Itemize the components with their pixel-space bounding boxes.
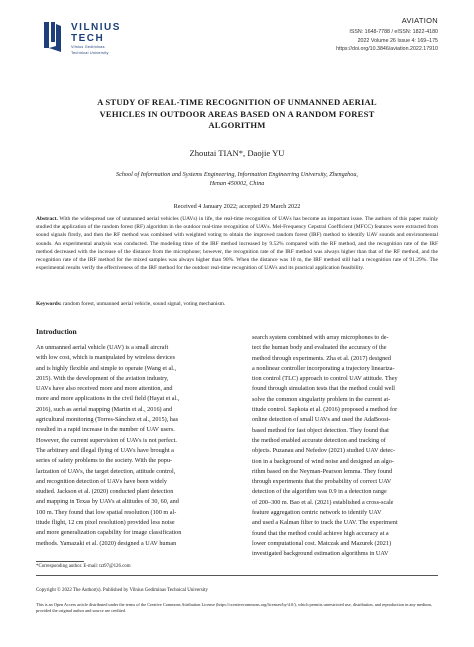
body-line: a nonlinear controller incorporating a trajectory lineariza- <box>252 364 395 372</box>
body-line: An unmanned aerial vehicle (UAV) is a small aircraft <box>36 344 169 351</box>
affiliation <box>90 170 384 189</box>
body-line: online detection of small UAVs and used the AdaBoost- <box>252 416 391 424</box>
body-line: based method for fast object detection. They found that <box>252 426 389 434</box>
journal-volume: 2022 Volume 26 Issue 4: 169–175 <box>357 37 438 44</box>
keywords <box>36 300 438 308</box>
body-line: and used a Kalman filter to track the UAV. The experiment <box>252 519 398 527</box>
body-line: and more generalization capability for image classification <box>36 529 182 537</box>
body-line: solve the common singularity problem in the current at- <box>252 395 391 403</box>
body-line: method through experiments. Zha et al. (2017) designed <box>252 354 392 362</box>
body-line: agricultural monitoring (Torres-Sánchez et al., 2015), has <box>36 416 179 424</box>
journal-info <box>336 16 438 54</box>
body-line: larization of UAVs, the target detection, attitude control, <box>36 467 176 475</box>
publisher-logo <box>44 22 121 55</box>
journal-issn: ISSN: 1648-7788 / eISSN: 1822-4180 <box>349 29 438 35</box>
body-line: resulted in a rapid increase in the number of UAV users. <box>36 426 175 434</box>
journal-doi-link[interactable]: https://doi.org/10.3846/aviation.2022.17910 <box>336 46 438 52</box>
body-line: UAVs have also received more and more attention, and <box>36 385 173 393</box>
logo-line-1: VILNIUS <box>71 22 121 33</box>
section-title-introduction: Introduction <box>36 327 77 336</box>
body-line: titude control. Sapkota et al. (2016) proposed a method for <box>252 406 398 414</box>
body-column-right <box>252 333 440 560</box>
body-line: The arbitrary and illegal flying of UAVs have brought a <box>36 446 174 454</box>
affiliation-line-1: School of Information and Systems Engineering, Information Engineering University, Zhengzhou, <box>116 171 358 178</box>
abstract-label: Abstract. <box>36 216 58 222</box>
body-line: tion in a background of wind noise and designed an algo- <box>252 457 394 465</box>
abstract <box>36 215 438 272</box>
journal-name: AVIATION <box>401 16 438 25</box>
body-line: lower computational cost. Matczak and Mazurek (2021) <box>252 539 391 547</box>
body-line: tect the human body and evaluated the accuracy of the <box>252 344 387 352</box>
body-line: 100 m. They found that low spatial resolution (100 m al- <box>36 508 177 516</box>
title-line-1: A STUDY OF REAL-TIME RECOGNITION OF UNMANNED AERIAL <box>97 97 377 107</box>
author-list: Zhoutai TIAN*, Daojie YU <box>189 148 285 158</box>
body-line: titude flight, 12 cm pixel resolution) provided less noise <box>36 519 175 527</box>
body-line: methods. Yamazaki et al. (2020) designed a UAV human <box>36 539 177 547</box>
footnote-divider <box>36 561 84 562</box>
body-line: studied. Jackson et al. (2020) conducted plant detection <box>36 488 174 496</box>
body-line: found that the method could achieve high accuracy at a <box>252 529 389 537</box>
vilnius-tech-logo-icon <box>44 22 66 52</box>
affiliation-line-2: Henan 450002, China <box>209 180 265 188</box>
license-notice: This is an Open Access article distributed under the terms of the Creative Commons Attribution License (https://creativecommons.org/licenses/by/4.0/), which permits unrestricted use, distribution, and reproduction in any medium, provided the original author and source are credited. <box>36 602 432 613</box>
body-line: 2015). With the development of the aviation industry, <box>36 374 169 382</box>
abstract-text: With the widespread use of unmanned aerial vehicles (UAVs) in life, the real-time recognition of UAVs has become an important issue. The authors of this paper mainly studied the application of the random forest (RF) algorithm in the outdoor real-time recognition of UAVs. Mel-Frequency Cepstral Coefficient (MFCC) features were extracted from sound signals firstly, and then the RF method was combined with weighted voting to obtain the improved random forest (IRF) method to identify UAV sounds and environmental sounds. An experimental analysis was conducted. The modeling time of the IRF method increased by 9.52% compared with the RF method, and the recognition rate of the IRF method decreased with the increase of the distance from the microphone; however, the recognition rate of the IRF method was always higher than that of the RF method, and the recognition rate of the IRF method for the mixed samples was always higher than 90%. When the distance was 10 m, the IRF method still had a recognition rate of 91.29%. The experimental results verify the effectiveness of the IRF method for the outdoor real-time recognition of UAVs and its practical application feasibility. <box>36 216 438 272</box>
article-title <box>60 97 414 132</box>
body-line: 2016), such as aerial mapping (Martin et al., 2016) and <box>36 405 173 413</box>
logo-line-3a: Vilnius Gediminas <box>71 45 105 49</box>
keywords-text: random forest, unmanned aerial vehicle, sound signal, voting mechanism. <box>61 301 226 307</box>
body-line: objects. Puzanau and Nefedov (2021) studied UAV detec- <box>252 447 396 455</box>
body-line: series of safety problems to the society. With the popu- <box>36 457 173 465</box>
body-line: rithm based on the Neyman-Pearson lemma. They found <box>252 467 393 475</box>
body-line: and recognition detection of UAVs have been widely <box>36 477 167 485</box>
title-line-2: VEHICLES IN OUTDOOR AREAS BASED ON A RANDOM FOREST <box>99 108 375 119</box>
body-column-left <box>36 343 230 549</box>
body-line: tion control (TLC) approach to control UAV attitude. They <box>252 375 398 383</box>
logo-line-3b: Technical University <box>71 50 109 55</box>
logo-line-2: TECH <box>71 33 105 44</box>
body-line: through experiments that the probability of correct UAV <box>252 478 392 486</box>
body-line: and is highly flexible and simple to operate (Wang et al., <box>36 364 177 372</box>
body-line: found through simulation tests that the method could well <box>252 385 395 393</box>
body-line: search system combined with array microphones to de- <box>252 334 389 341</box>
received-dates: Received 4 January 2022; accepted 29 March 2022 <box>173 203 301 210</box>
corresponding-author-note: *Corresponding author. E-mail: tzt97@126.com <box>36 564 131 569</box>
body-line: with low cost, which is manipulated by wireless devices <box>36 354 176 362</box>
body-line: detection of the algorithm was 0.9 in a detection range <box>252 488 387 496</box>
body-line: the method enabled accurate detection and tracking of <box>252 436 386 444</box>
body-line: feature aggregation centric network to identify UAV <box>252 509 382 517</box>
body-line: more and more applications in the civil field (Hayat et al., <box>36 395 180 403</box>
body-line: and mapping in Texas by UAVs at altitudes of 30, 60, and <box>36 498 179 506</box>
body-line: of 200–300 m. Bao et al. (2021) established a cross-scale <box>252 498 394 506</box>
logo-text <box>71 22 121 55</box>
footer-divider <box>36 575 438 576</box>
title-line-3: ALGORITHM <box>208 120 266 131</box>
body-line: investigated background estimation algorithms in UAV <box>252 550 389 558</box>
body-line: However, the current supervision of UAVs is not perfect. <box>36 436 177 444</box>
copyright-notice: Copyright © 2022 The Author(s). Published by Vilnius Gediminas Technical University <box>36 588 208 593</box>
keywords-label: Keywords: <box>36 301 62 307</box>
